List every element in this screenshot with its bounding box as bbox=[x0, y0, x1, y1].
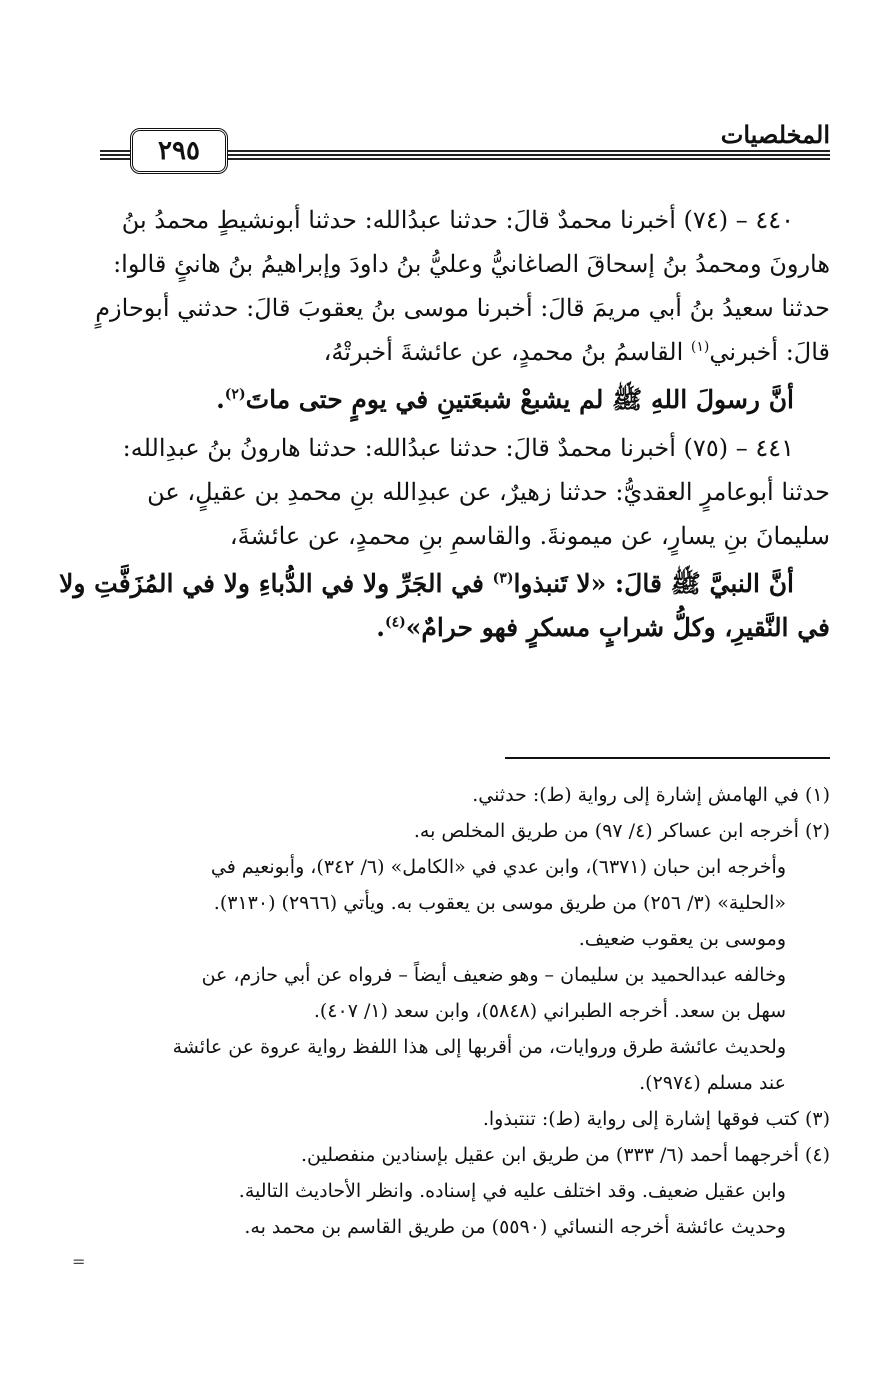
text-line: حدثنا سعيدُ بنُ أبي مريمَ قالَ: أخبرنا موسى بنُ يعقوبَ قالَ: حدثني أبوحازمٍ bbox=[95, 294, 830, 322]
footnote-line: «الحلية» (٣/ ٢٥٦) من طريق موسى بن يعقوب به. ويأتي (٢٩٦٦) (٣١٣٠). bbox=[213, 892, 786, 914]
text-line: ٤٤٠ – (٧٤) أخبرنا محمدٌ قالَ: حدثنا عبدُالله: حدثنا أبونشيطٍ محمدُ بنُ bbox=[121, 206, 794, 234]
hadith-441-isnad bbox=[100, 426, 830, 558]
footnote-line: وابن عقيل ضعيف. وقد اختلف عليه في إسناده. وانظر الأحاديث التالية. bbox=[238, 1180, 786, 1202]
text-line: حدثنا أبوعامرٍ العقديُّ: حدثنا زهيرٌ، عن عبدِالله بنِ محمدِ بن عقيلٍ، عن bbox=[147, 478, 830, 506]
footnote-divider bbox=[505, 757, 830, 759]
main-text bbox=[59, 198, 830, 654]
footnote-line: عند مسلم (٢٩٧٤). bbox=[639, 1072, 786, 1094]
page-number: ٢٩٥ bbox=[130, 128, 228, 174]
hadith-441-matn bbox=[59, 562, 830, 650]
hadith-440-matn bbox=[100, 378, 830, 422]
footnote-line: سهل بن سعد. أخرجه الطبراني (٥٨٤٨)، وابن سعد (١/ ٤٠٧). bbox=[313, 1000, 786, 1022]
text-line: ٤٤١ – (٧٥) أخبرنا محمدٌ قالَ: حدثنا عبدُالله: حدثنا هارونُ بنُ عبدِالله: bbox=[122, 434, 794, 462]
footnote-line: ولحديث عائشة طرق وروايات، من أقربها إلى هذا اللفظ رواية عروة عن عائشة bbox=[172, 1036, 786, 1058]
footnote-line: وحديث عائشة أخرجه النسائي (٥٥٩٠) من طريق القاسم بن محمد به. bbox=[244, 1216, 786, 1238]
matn-text: أنَّ النبيَّ ﷺ قالَ: «لا تَنبذوا bbox=[513, 569, 794, 598]
text-line: سليمانَ بنِ يسارٍ، عن ميمونةَ. والقاسمِ بنِ محمدٍ، عن عائشةَ، bbox=[229, 522, 830, 550]
matn-line bbox=[59, 562, 830, 606]
footnote-line: وأخرجه ابن حبان (٦٣٧١)، وابن عدي في «الكامل» (٦/ ٣٤٢)، وأبونعيم في bbox=[210, 856, 786, 878]
matn-line: في النَّقيرِ، وكلُّ شرابٍ مسكرٍ فهو حرامٌ»$^{(٤)}$. bbox=[376, 613, 830, 642]
text-line bbox=[100, 330, 830, 374]
matn-text: في النَّقيرِ، وكلُّ شرابٍ مسكرٍ فهو حرامٌ» bbox=[405, 613, 830, 642]
text-fragment: قالَ: أخبرني bbox=[709, 338, 830, 366]
footnote-ref: (٤) bbox=[384, 614, 406, 631]
matn-line: أنَّ رسولَ اللهِ ﷺ لم يشبعْ شبعَتينِ في يومٍ حتى ماتَ$^{(٢)}$. bbox=[216, 385, 794, 414]
footnote-line: (١) في الهامش إشارة إلى رواية (ط): حدثني. bbox=[472, 784, 830, 806]
footnote-line: (٢) أخرجه ابن عساكر (٤/ ٩٧) من طريق المخلص به. bbox=[413, 820, 830, 842]
matn-text: في الجَرِّ ولا في الدُّباءِ ولا في المُزَفَّتِ ولا bbox=[59, 569, 484, 598]
text-fragment: القاسمُ بنُ محمدٍ، عن عائشةَ أخبرتْهُ، bbox=[323, 338, 684, 366]
matn-text: أنَّ رسولَ اللهِ ﷺ لم يشبعْ شبعَتينِ في يومٍ حتى ماتَ bbox=[245, 385, 794, 414]
footnote-line: وموسى بن يعقوب ضعيف. bbox=[578, 928, 786, 950]
footnote-line: (٤) أخرجهما أحمد (٦/ ٣٣٣) من طريق ابن عقيل بإسنادين منفصلين. bbox=[300, 1144, 830, 1166]
hadith-440-isnad bbox=[95, 198, 830, 374]
footnote-ref: (٢) bbox=[224, 386, 246, 403]
running-title: المخلصيات bbox=[711, 120, 830, 150]
footnote-ref: (١) bbox=[690, 339, 710, 355]
page-header bbox=[100, 118, 830, 178]
margin-mark: = bbox=[72, 1252, 86, 1271]
footnote-line: (٣) كتب فوقها إشارة إلى رواية (ط): تنتبذوا. bbox=[482, 1108, 830, 1130]
footnote-ref: (٣) bbox=[492, 570, 514, 587]
footnote-line: وخالفه عبدالحميد بن سليمان – وهو ضعيف أيضاً – فرواه عن أبي حازم، عن bbox=[201, 964, 786, 986]
footnotes bbox=[100, 777, 830, 1245]
text-line: هارونَ ومحمدُ بنُ إسحاقَ الصاغانيُّ وعليُّ بنُ داودَ وإبراهيمُ بنُ هانئٍ قالوا: bbox=[113, 250, 830, 278]
